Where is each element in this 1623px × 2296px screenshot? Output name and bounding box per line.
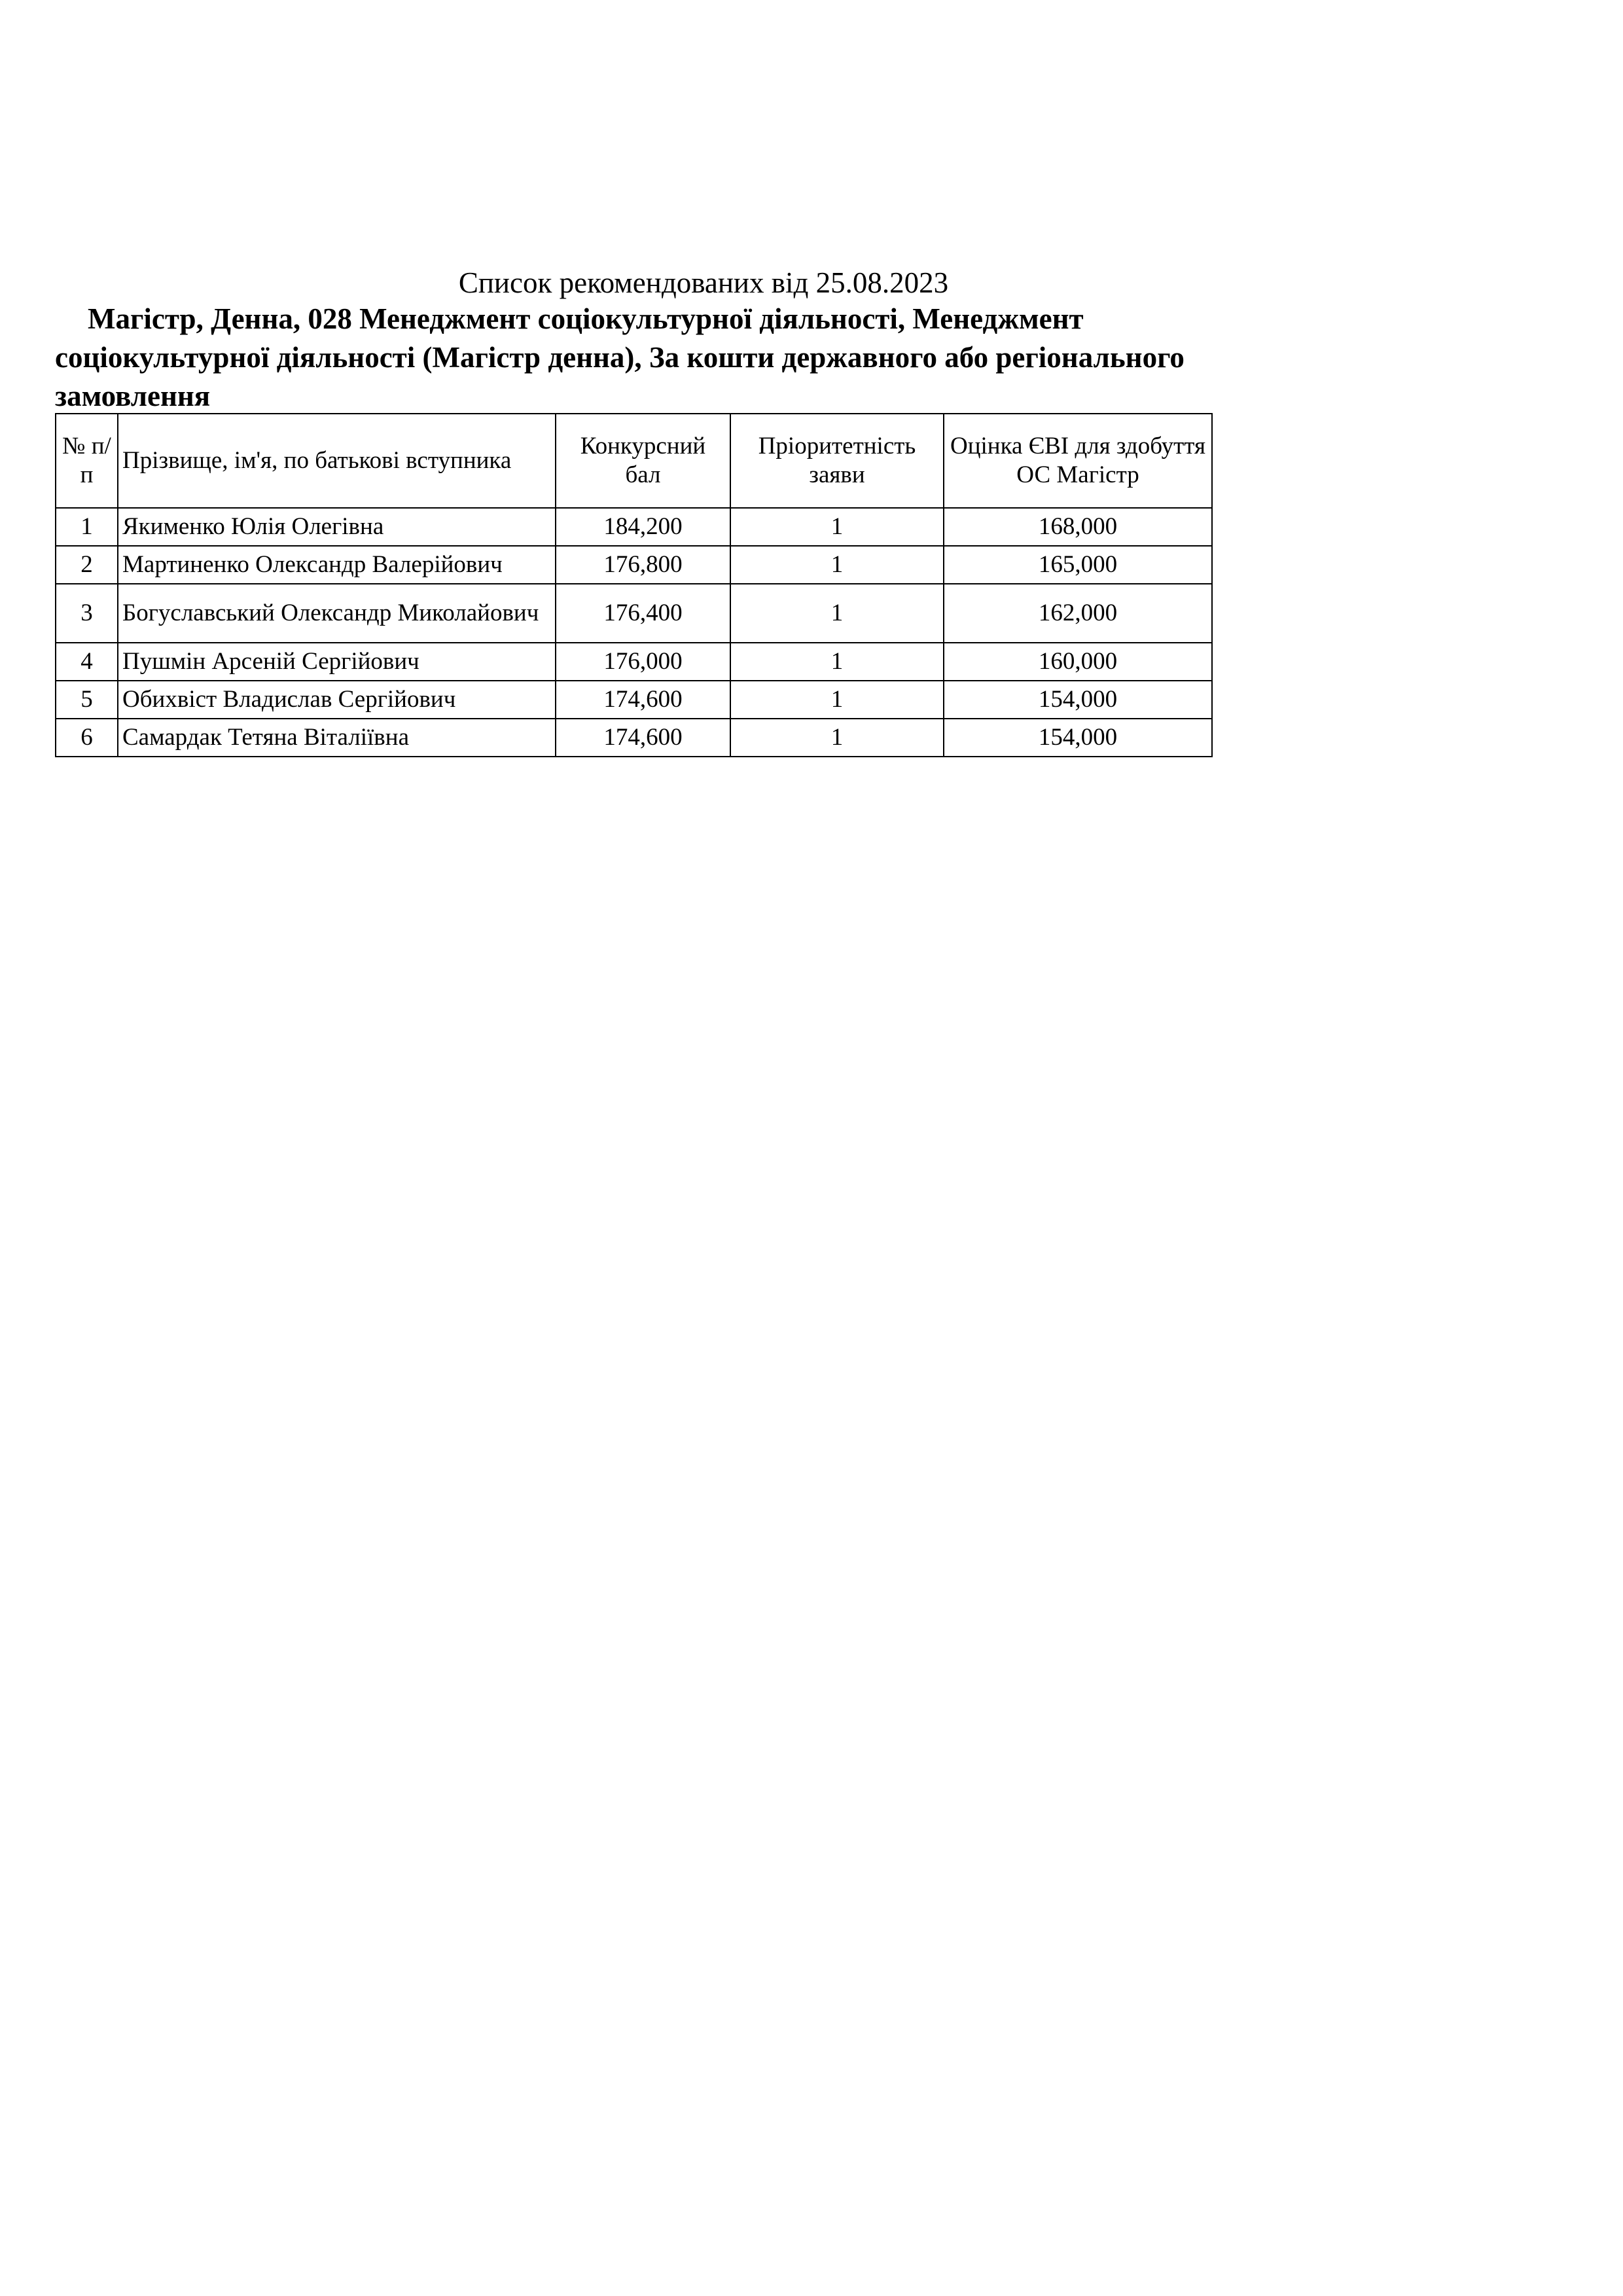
cell-evi: 162,000 — [944, 584, 1212, 643]
cell-name: Якименко Юлія Олегівна — [118, 508, 556, 546]
cell-score: 174,600 — [556, 719, 730, 757]
cell-priority: 1 — [730, 584, 944, 643]
cell-score: 174,600 — [556, 681, 730, 719]
document-title: Список рекомендованих від 25.08.2023 — [458, 266, 949, 299]
table-row — [56, 546, 1212, 584]
cell-score: 176,800 — [556, 546, 730, 584]
header-evi: Оцінка ЄВІ для здобуття ОС Магістр — [944, 414, 1212, 508]
cell-num: 2 — [56, 546, 118, 584]
cell-score: 176,400 — [556, 584, 730, 643]
header-score: Конкурсний бал — [556, 414, 730, 508]
cell-num: 1 — [56, 508, 118, 546]
header-priority: Пріоритетність заяви — [730, 414, 944, 508]
table-row — [56, 584, 1212, 643]
header-num: № п/п — [56, 414, 118, 508]
cell-num: 6 — [56, 719, 118, 757]
cell-num: 3 — [56, 584, 118, 643]
cell-name: Пушмін Арсеній Сергійович — [118, 643, 556, 681]
table-row — [56, 719, 1212, 757]
cell-name: Мартиненко Олександр Валерійович — [118, 546, 556, 584]
cell-priority: 1 — [730, 508, 944, 546]
cell-evi: 154,000 — [944, 681, 1212, 719]
cell-evi: 154,000 — [944, 719, 1212, 757]
cell-evi: 165,000 — [944, 546, 1212, 584]
cell-priority: 1 — [730, 546, 944, 584]
document-subtitle: Магістр, Денна, 028 Менеджмент соціокультурної діяльності, Менеджмент соціокультурної діяльності (Магістр денна), За кошти державного або регіонального замовлення — [55, 302, 1185, 412]
table-row — [56, 681, 1212, 719]
cell-name: Самардак Тетяна Віталіївна — [118, 719, 556, 757]
cell-priority: 1 — [730, 643, 944, 681]
cell-num: 4 — [56, 643, 118, 681]
cell-name: Богуславський Олександр Миколайович — [118, 584, 556, 643]
cell-name: Обихвіст Владислав Сергійович — [118, 681, 556, 719]
cell-score: 184,200 — [556, 508, 730, 546]
header-name: Прізвище, ім'я, по батькові вступника — [118, 414, 556, 508]
table-row — [56, 643, 1212, 681]
cell-num: 5 — [56, 681, 118, 719]
cell-evi: 168,000 — [944, 508, 1212, 546]
cell-evi: 160,000 — [944, 643, 1212, 681]
cell-score: 176,000 — [556, 643, 730, 681]
cell-priority: 1 — [730, 681, 944, 719]
table-header-row — [56, 414, 1212, 508]
table-row — [56, 508, 1212, 546]
recommended-list-table — [55, 413, 1213, 757]
cell-priority: 1 — [730, 719, 944, 757]
